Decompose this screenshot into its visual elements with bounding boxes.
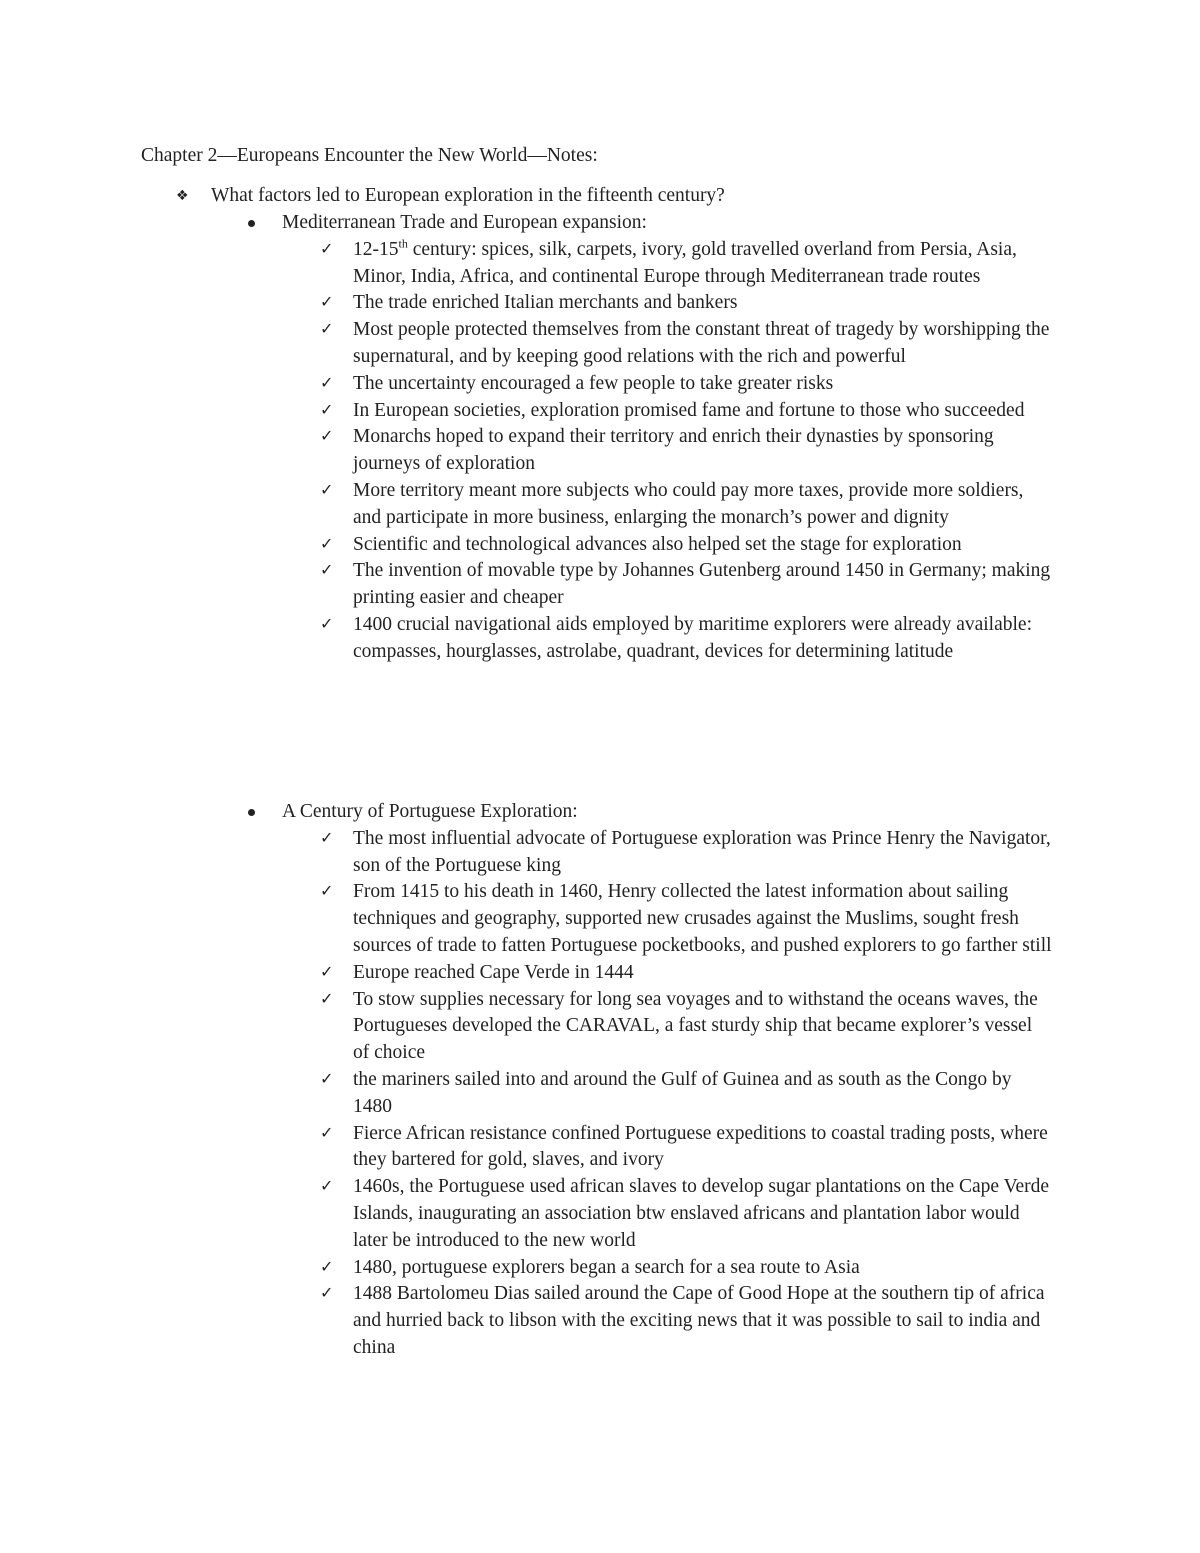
list-item-text: Scientific and technological advances also helped set the stage for exploration [353,533,962,555]
list-item-text: In European societies, exploration promised fame and fortune to those who succeeded [353,399,1025,421]
list-item [246,1174,1053,1254]
checkmark-icon: ✓ [320,1122,334,1142]
list-item-text: To stow supplies necessary for long sea voyages and to withstand the oceans waves, the Portugueses developed the CARAVAL, a fast sturdy ship that became explorer’s vessel of choice [353,988,1038,1064]
diamond-bullet-icon: ❖ [176,188,189,204]
checkmark-icon: ✓ [320,292,334,312]
list-item [246,424,1053,478]
list-item [246,960,1053,987]
list-item-text: Fierce African resistance confined Portuguese expeditions to coastal trading posts, where they bartered for gold, slaves, and ivory [353,1122,1048,1171]
list-item [246,879,1053,959]
checkmark-icon: ✓ [320,827,334,847]
section-mediterranean-trade [246,210,1066,666]
list-item [246,826,1053,880]
checkmark-icon: ✓ [320,1283,334,1303]
list-item [246,237,1053,291]
bullet-dot-icon [248,809,255,816]
list-item [246,290,1053,317]
checkmark-icon: ✓ [320,479,334,499]
section-heading-row [246,799,1066,826]
list-item [246,1281,1053,1361]
section-heading: A Century of Portuguese Exploration: [282,801,578,822]
list-item-text: 1480, portuguese explorers began a search for a sea route to Asia [353,1256,860,1278]
checkmark-icon: ✓ [320,1068,334,1088]
list-item [246,478,1053,532]
checkmark-icon: ✓ [320,1256,334,1276]
checkmark-icon: ✓ [320,372,334,392]
list-item [246,612,1053,666]
section-items [246,237,1066,666]
list-item [246,398,1053,425]
section-heading-row [246,210,1066,237]
list-item-text: More territory meant more subjects who could pay more taxes, provide more soldiers, and participate in more business, enlarging the monarch’s power and dignity [353,479,1024,528]
list-item-text: the mariners sailed into and around the Gulf of Guinea and as south as the Congo by 1480 [353,1068,1012,1117]
list-item-text: 1460s, the Portuguese used african slaves to develop sugar plantations on the Cape Verde Islands, inaugurating an association btw enslaved africans and plantation labor would later be introduced to the new world [353,1176,1050,1251]
list-item-text: 12-15th century: spices, silk, carpets, ivory, gold travelled overland from Persia, Asia, Minor, India, Africa, and continental Europe through Mediterranean trade routes [353,236,1017,287]
list-item-text: Monarchs hoped to expand their territory and enrich their dynasties by sponsoring journeys of exploration [353,426,994,475]
list-item-text: The invention of movable type by Johannes Gutenberg around 1450 in Germany; making printing easier and cheaper [353,560,1051,609]
checkmark-icon: ✓ [320,881,334,901]
list-item-text: Most people protected themselves from the constant threat of tragedy by worshipping the supernatural, and by keeping good relations with the rich and powerful [353,319,1050,367]
checkmark-icon: ✓ [320,238,334,258]
list-item [246,371,1053,398]
list-item-text: From 1415 to his death in 1460, Henry collected the latest information about sailing techniques and geography, supported new crusades against the Muslims, sought fresh sources of trade to fatten Portuguese pocketbooks, and pushed explorers to go farther still [353,881,1052,956]
list-item [246,1255,1053,1282]
list-item [246,987,1053,1067]
list-item-text: The trade enriched Italian merchants and bankers [353,292,738,314]
checkmark-icon: ✓ [320,399,334,419]
list-item [246,532,1053,559]
superscript: th [398,236,408,251]
checkmark-icon: ✓ [320,560,334,580]
checkmark-icon: ✓ [320,961,334,981]
page-title: Chapter 2—Europeans Encounter the New World—Notes: [141,145,598,166]
list-item-text: 1400 crucial navigational aids employed by maritime explorers were already available: compasses, hourglasses, astrolabe, quadrant, devices for determining latitude [353,613,1032,662]
list-item [246,558,1053,612]
list-item [246,1067,1053,1121]
section-portuguese-exploration [246,799,1066,1362]
list-item [246,1121,1053,1175]
bullet-dot-icon [248,220,255,227]
section-items [246,826,1066,1362]
checkmark-icon: ✓ [320,426,334,446]
list-item-text: Europe reached Cape Verde in 1444 [353,961,634,983]
checkmark-icon: ✓ [320,1176,334,1196]
list-item [246,317,1053,371]
question-text: What factors led to European exploration in the fifteenth century? [211,185,725,206]
checkmark-icon: ✓ [320,988,334,1008]
checkmark-icon: ✓ [320,533,334,553]
checkmark-icon: ✓ [320,613,334,633]
list-item-text: The uncertainty encouraged a few people to take greater risks [353,372,834,394]
checkmark-icon: ✓ [320,319,334,339]
list-item-text: 1488 Bartolomeu Dias sailed around the Cape of Good Hope at the southern tip of africa and hurried back to libson with the exciting news that it was possible to sail to india and china [353,1283,1045,1358]
list-item-text: The most influential advocate of Portuguese exploration was Prince Henry the Navigator, son of the Portuguese king [353,827,1051,876]
section-heading: Mediterranean Trade and European expansion: [282,212,647,233]
